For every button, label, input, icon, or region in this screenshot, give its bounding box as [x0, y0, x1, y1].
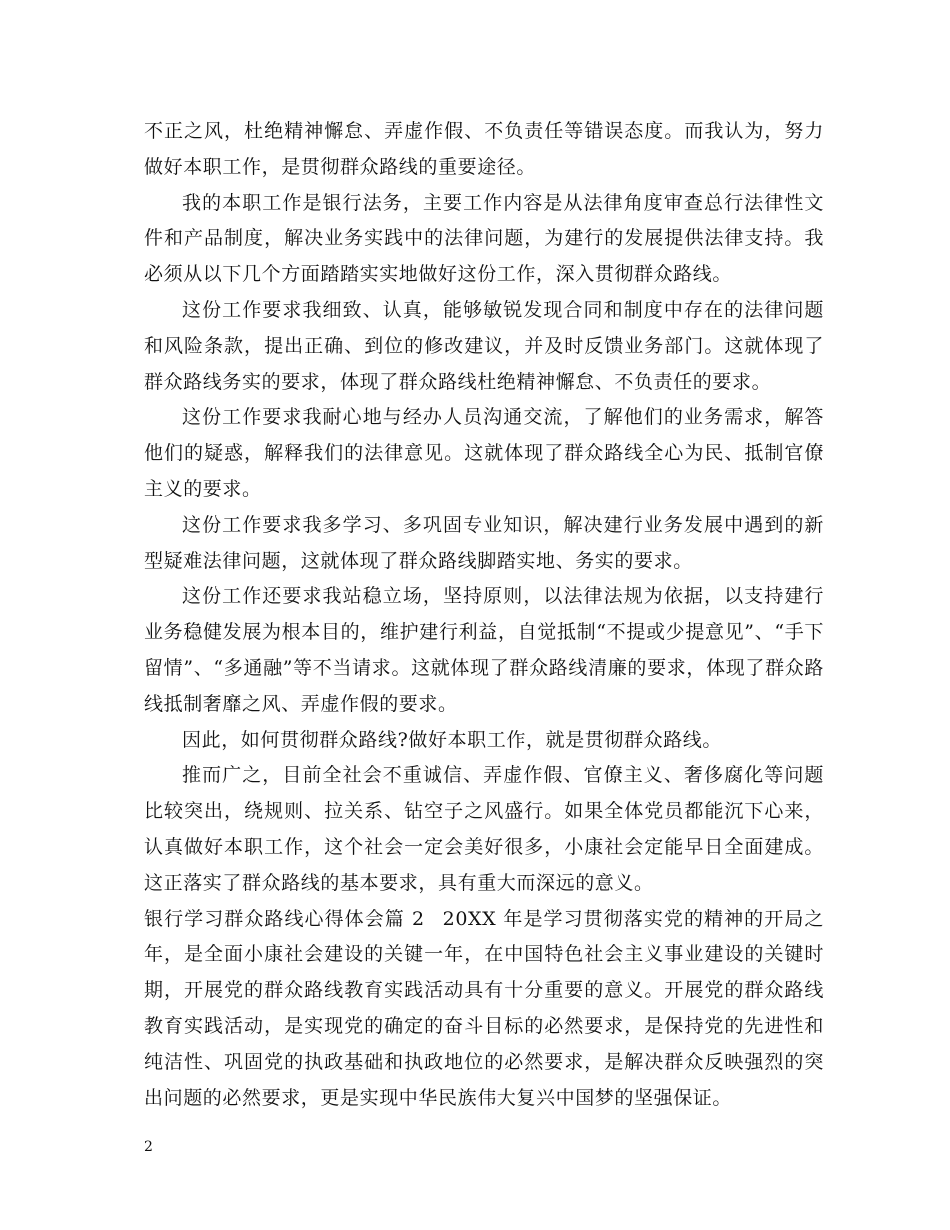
- paragraph-5: 这份工作要求我多学习、多巩固专业知识，解决建行业务发展中遇到的新型疑难法律问题，这就体现了群众路线脚踏实地、务实的要求。: [144, 513, 824, 572]
- page-number: 2: [144, 1139, 153, 1155]
- section-text: 20XX 年是学习贯彻落实党的精神的开局之年，是全面小康社会建设的关键一年，在中国特色社会主义事业建设的关键时期，开展党的群众路线教育实践活动具有十分重要的意义。开展党的群众路线教育实践活动，是实现党的确定的奋斗目标的必然要求，是保持党的先进性和纯洁性、巩固党的执政基础和执政地位的必然要求，是解决群众反映强烈的突出问题的必然要求，更是实现中华民族伟大复兴中国梦的坚强保证。: [144, 907, 824, 1109]
- paragraph-1: 不正之风，杜绝精神懈怠、弄虚作假、不负责任等错误态度。而我认为，努力做好本职工作，是贯彻群众路线的重要途径。: [144, 120, 824, 178]
- paragraph-3: 这份工作要求我细致、认真，能够敏锐发现合同和制度中存在的法律问题和风险条款，提出正确、到位的修改建议，并及时反馈业务部门。这就体现了群众路线务实的要求，体现了群众路线杜绝精神懈怠、不负责任的要求。: [144, 298, 824, 393]
- paragraph-7: 因此，如何贯彻群众路线?做好本职工作，就是贯彻群众路线。: [182, 728, 722, 751]
- document-body: [144, 114, 824, 1116]
- paragraph-6: 这份工作还要求我站稳立场，坚持原则，以法律法规为依据，以支持建行业务稳健发展为根本目的，维护建行利益，自觉抵制“不提或少提意见”、“手下留情”、“多通融”等不当请求。这就体现了群众路线清廉的要求，体现了群众路线抵制奢靡之风、弄虚作假的要求。: [144, 585, 824, 715]
- paragraph-2: 我的本职工作是银行法务，主要工作内容是从法律角度审查总行法律性文件和产品制度，解决业务实践中的法律问题，为建行的发展提供法律支持。我必须从以下几个方面踏踏实实地做好这份工作，深入贯彻群众路线。: [144, 191, 824, 286]
- section-title: 银行学习群众路线心得体会篇 2: [144, 907, 425, 930]
- paragraph-8: 推而广之，目前全社会不重诚信、弄虚作假、官僚主义、奢侈腐化等问题比较突出，绕规则、拉关系、钻空子之风盛行。如果全体党员都能沉下心来，认真做好本职工作，这个社会一定会美好很多，小康社会定能早日全面建成。这正落实了群众路线的基本要求，具有重大而深远的意义。: [144, 764, 824, 894]
- section-paragraph: [144, 902, 824, 1117]
- paragraph-4: 这份工作要求我耐心地与经办人员沟通交流，了解他们的业务需求，解答他们的疑惑，解释我们的法律意见。这就体现了群众路线全心为民、抵制官僚主义的要求。: [144, 406, 824, 500]
